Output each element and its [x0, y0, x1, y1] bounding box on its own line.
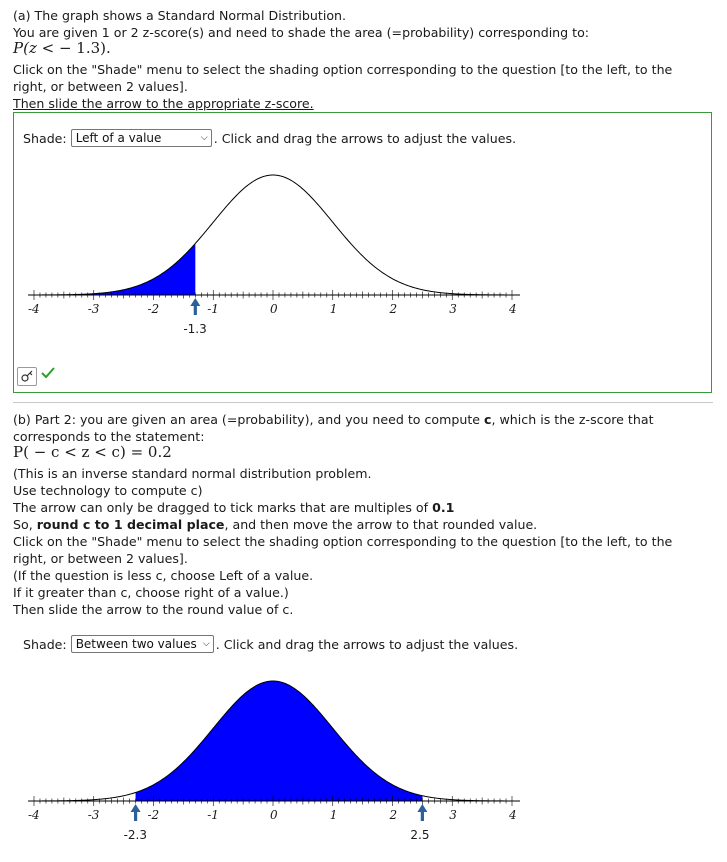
intro-text-a: (b) Part 2: you are given an area (=probability), and you need to compute: [13, 412, 485, 427]
shade-label: Shade:: [23, 130, 67, 146]
tick-label-3: 3: [449, 808, 457, 822]
part-b-line-2: Use technology to compute c): [13, 483, 203, 498]
tick-label-1: 1: [329, 302, 338, 316]
part-b-line-3: [13, 500, 454, 516]
math-z: z: [28, 39, 37, 57]
part-b-intro-2: corresponds to the statement:: [13, 429, 205, 444]
part-b-line-1: (This is an inverse standard normal distribution problem.: [13, 466, 372, 481]
tick-label-neg1: -1: [207, 302, 219, 316]
multiple-text: The arrow can only be dragged to tick marks that are multiples of: [13, 500, 433, 515]
drag-arrow-handle-right[interactable]: [417, 804, 427, 821]
arrow-up-icon[interactable]: [417, 804, 427, 821]
shaded-area-between: [136, 681, 423, 801]
tick-multiple: 0.1: [432, 500, 455, 515]
part-b-round-line: [13, 517, 537, 533]
part-b-instr-4: If it greater than c, choose right of a value.): [13, 585, 289, 600]
arrow-up-icon[interactable]: [190, 298, 200, 315]
bell-curve: [34, 175, 512, 295]
tick-label-neg4: -4: [28, 302, 40, 316]
tick-label-2: 2: [389, 808, 398, 822]
part-a-line-2: You are given 1 or 2 z-score(s) and need to shade the area (=probability) corresponding to:: [13, 25, 590, 40]
part-a-shade-row: [23, 129, 516, 147]
part-a-line-1: (a) The graph shows a Standard Normal Distribution.: [13, 8, 347, 23]
intro-text-b: , which is the z-score that: [491, 412, 654, 427]
intro-c: c: [484, 412, 492, 427]
x-axis-ticks: [34, 796, 512, 806]
round-rest: , and then move the arrow to that rounded value.: [224, 517, 538, 532]
tick-label-neg3: -3: [87, 808, 100, 822]
normal-curve-chart-b[interactable]: [0, 666, 727, 826]
tick-label-4: 4: [509, 808, 517, 822]
shade-hint: . Click and drag the arrows to adjust the values.: [213, 130, 517, 146]
shade-select[interactable]: [71, 129, 212, 147]
check-icon: [40, 366, 56, 380]
shade-select-value: Between two values: [75, 637, 197, 651]
tick-label-4: 4: [509, 302, 517, 316]
tick-label-neg2: -2: [147, 808, 160, 822]
section-divider: [13, 402, 713, 403]
part-a-instr-3: Then slide the arrow to the appropriate z-score.: [13, 96, 314, 111]
tick-label-0: 0: [270, 302, 278, 316]
arrow-up-icon[interactable]: [131, 804, 141, 821]
shade-label: Shade:: [23, 636, 67, 652]
tick-label-2: 2: [389, 302, 398, 316]
part-b-instr-5: Then slide the arrow to the round value of c.: [13, 602, 294, 617]
part-a-instr-2: right, or between 2 values].: [13, 79, 188, 94]
normal-curve-chart-a[interactable]: [0, 160, 727, 320]
key-icon-button[interactable]: [17, 367, 37, 386]
drag-arrow-handle-left[interactable]: [131, 804, 141, 821]
math-p: P(: [13, 39, 29, 57]
arrow-value-label: -1.3: [183, 322, 207, 336]
tick-label-1: 1: [329, 808, 338, 822]
round-bold: round c to 1 decimal place: [36, 517, 225, 532]
part-a-instr-1: Click on the "Shade" menu to select the shading option corresponding to the question [to the left, to the: [13, 62, 673, 77]
shade-hint: . Click and drag the arrows to adjust the values.: [215, 636, 519, 652]
arrow-value-label-right: 2.5: [410, 828, 430, 842]
tick-label-neg3: -3: [87, 302, 100, 316]
shade-select-value: Left of a value: [75, 131, 162, 145]
chevron-down-icon: ⌵: [200, 133, 208, 143]
key-icon: [18, 368, 36, 385]
arrow-value-label-left: -2.3: [123, 828, 147, 842]
tick-label-neg4: -4: [28, 808, 40, 822]
drag-arrow-handle[interactable]: [190, 298, 200, 315]
tick-label-0: 0: [270, 808, 278, 822]
chevron-down-icon: ⌵: [202, 639, 210, 649]
x-axis-ticks: [34, 290, 512, 300]
so-text: So,: [13, 517, 37, 532]
shaded-area-left: [34, 243, 195, 295]
tick-label-neg2: -2: [147, 302, 160, 316]
part-b-math: P( − c < z < c) = 0.2: [13, 443, 172, 461]
shade-select[interactable]: [71, 635, 214, 653]
part-a-math: [13, 40, 111, 56]
part-b-shade-row: [23, 635, 518, 653]
tick-label-3: 3: [449, 302, 457, 316]
part-b-instr-2: right, or between 2 values].: [13, 551, 188, 566]
part-b-instr-3: (If the question is less c, choose Left of a value.: [13, 568, 314, 583]
part-b-intro-1: [13, 412, 654, 428]
math-rest: < − 1.3).: [36, 39, 111, 57]
part-b-instr-1: Click on the "Shade" menu to select the shading option corresponding to the question [to the left, to the: [13, 534, 673, 549]
tick-label-neg1: -1: [207, 808, 219, 822]
